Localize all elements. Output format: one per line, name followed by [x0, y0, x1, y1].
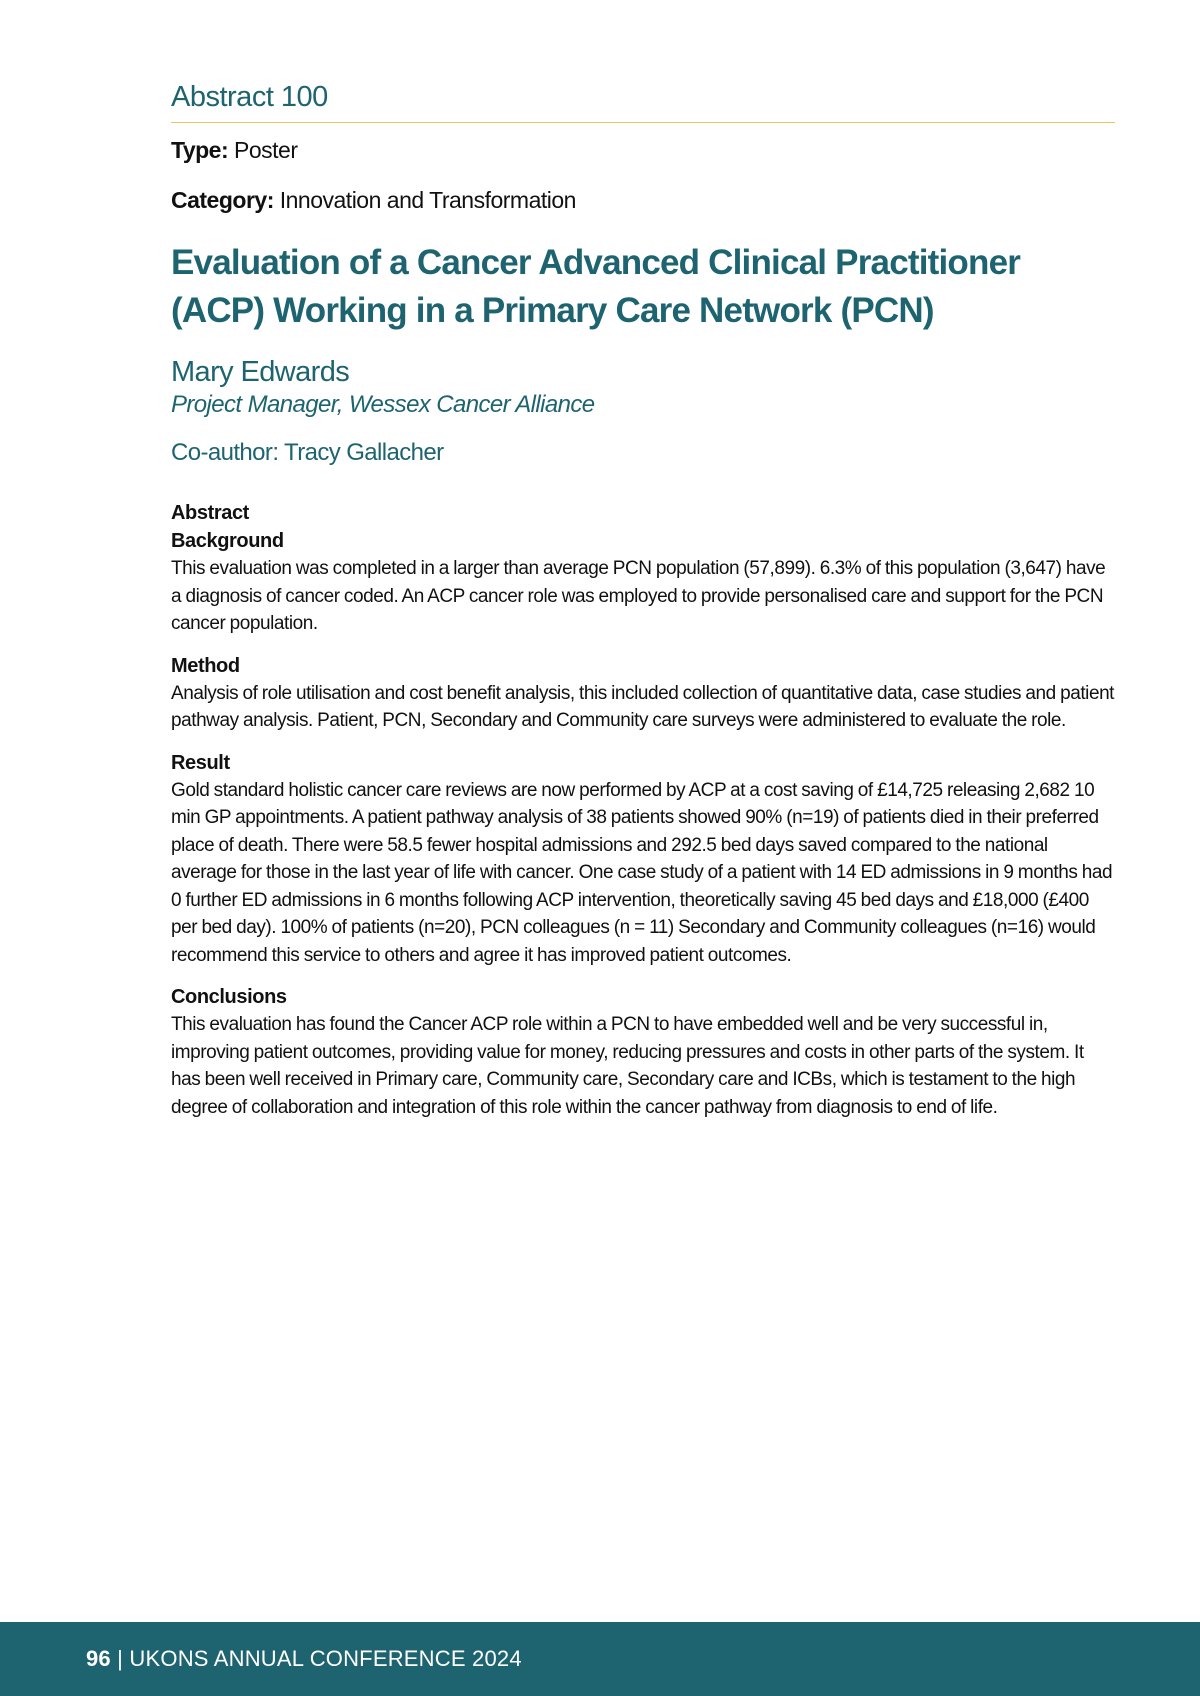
- section-body: Analysis of role utilisation and cost benefit analysis, this included collection of quantitative data, case studies and patient pathway analysis. Patient, PCN, Secondary and Community care surveys were administered to evaluate the role.: [171, 682, 1115, 731]
- section-body: Gold standard holistic cancer care reviews are now performed by ACP at a cost saving of £14,725 releasing 2,682 10 min GP appointments. A patient pathway analysis of 38 patients showed 90% (n=19) of patients died in their preferred place of death. There were 58.5 fewer hospital admissions and 292.5 bed days saved compared to the national average for those in the last year of life with cancer. One case study of a patient with 14 ED admissions in 9 months had 0 further ED admissions in 6 months following ACP intervention, theoretically saving 45 bed days and £18,000 (£400 per bed day). 100% of patients (n=20), PCN colleagues (n = 11) Secondary and Community colleagues (n=16) would recommend this service to others and agree it has improved patient outcomes.: [171, 779, 1113, 966]
- section-body: This evaluation has found the Cancer ACP role within a PCN to have embedded well and be very successful in, improving patient outcomes, providing value for money, reducing pressures and costs in other parts of the system. It has been well received in Primary care, Community care, Secondary care and ICBs, which is testament to the high degree of collaboration and integration of this role within the cancer pathway from diagnosis to end of life.: [171, 1014, 1084, 1118]
- abstract-number: Abstract 100: [171, 78, 1115, 123]
- category-line: [171, 185, 1115, 215]
- page-footer: [0, 1622, 1200, 1696]
- category-label: Category:: [171, 187, 274, 213]
- section-result: [171, 749, 1115, 970]
- coauthor: Co-author: Tracy Gallacher: [171, 439, 444, 466]
- section-body: This evaluation was completed in a larger than average PCN population (57,899). 6.3% of this population (3,647) have a diagnosis of cancer coded. An ACP cancer role was employed to provide personalised care and support for the PCN cancer population.: [171, 558, 1106, 634]
- section-heading: Method: [171, 654, 240, 677]
- section-heading: Background: [171, 530, 284, 552]
- type-label: Type:: [171, 137, 229, 163]
- abstract-heading: Abstract: [171, 502, 249, 524]
- category-value: Innovation and Transformation: [279, 187, 576, 213]
- footer-text: [86, 1642, 522, 1676]
- author-affiliation: Project Manager, Wessex Cancer Alliance: [171, 391, 595, 418]
- type-value: Poster: [234, 137, 298, 163]
- abstract-title: Evaluation of a Cancer Advanced Clinical Practitioner (ACP) Working in a Primary Care Network (PCN): [171, 243, 1021, 330]
- section-background: [171, 527, 1115, 638]
- page-number: 96: [86, 1646, 111, 1671]
- conference-name: UKONS ANNUAL CONFERENCE 2024: [129, 1646, 522, 1671]
- footer-separator: |: [110, 1646, 130, 1671]
- abstract-content: [171, 78, 1115, 1121]
- section-heading: Conclusions: [171, 986, 287, 1008]
- type-line: [171, 135, 1115, 165]
- section-method: [171, 652, 1115, 735]
- section-heading: Result: [171, 751, 230, 774]
- author-name: Mary Edwards: [171, 356, 350, 388]
- section-conclusions: [171, 983, 1115, 1121]
